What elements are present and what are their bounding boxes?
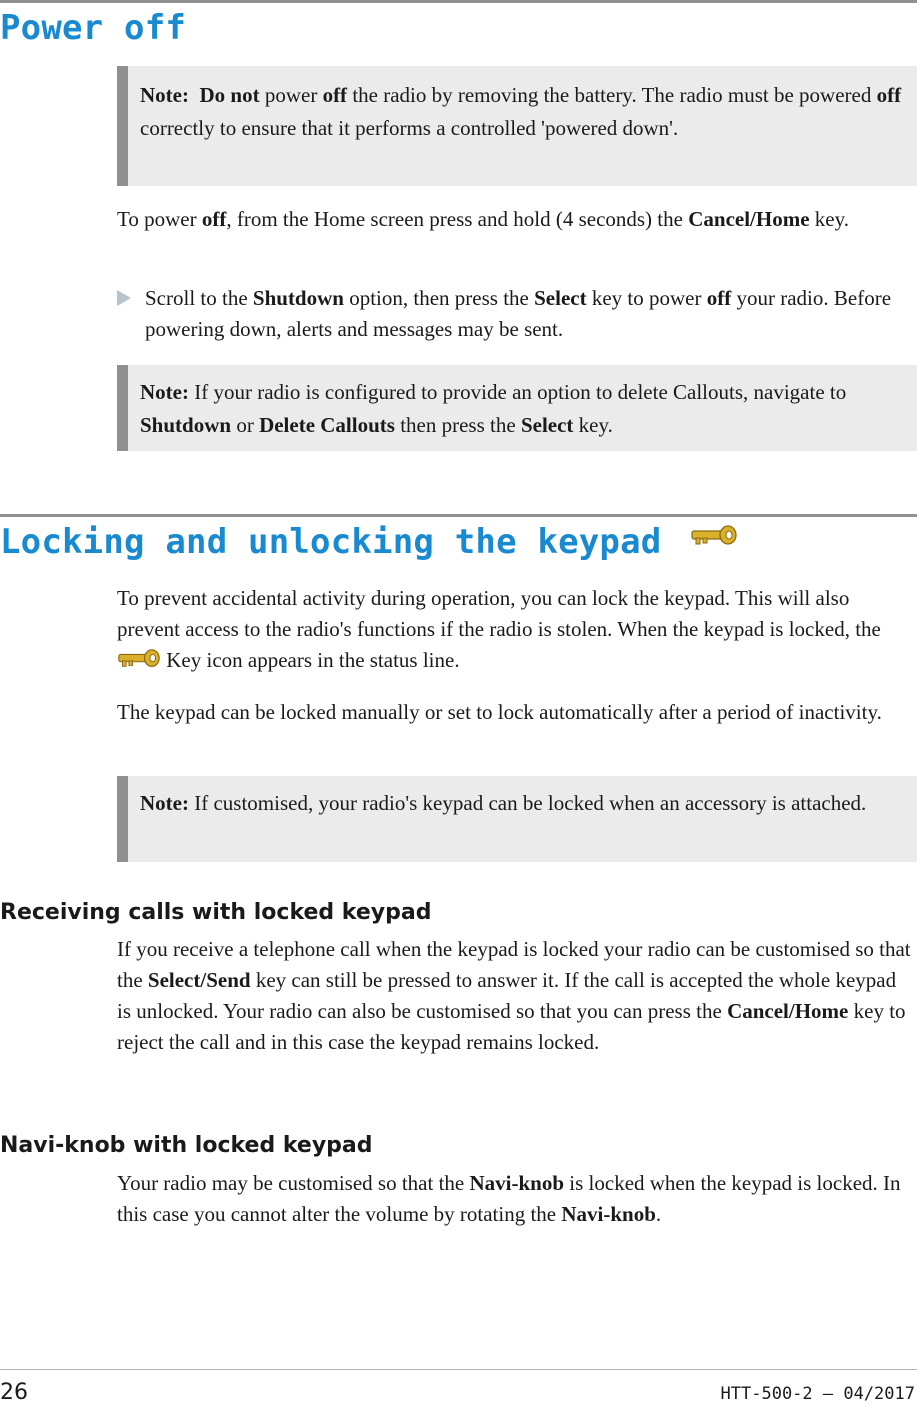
bold-term: off <box>201 207 227 231</box>
note-bold: Select <box>520 413 574 437</box>
note-text <box>140 376 907 442</box>
note-text-part: If your radio is configured to provide an option to delete Callouts, navigate to <box>188 380 847 404</box>
note-do-not-power-off <box>117 66 917 186</box>
note-bold: off <box>876 83 902 107</box>
page-number: 26 <box>0 1380 28 1405</box>
heading-power-off: Power off <box>0 8 187 48</box>
bold-term: Select/Send <box>147 968 251 992</box>
bold-term: Navi-knob <box>561 1202 656 1226</box>
text-part: your radio. Before powering down, alerts and messages may be sent. <box>145 286 892 341</box>
text-part: key to reject the call and in this case the keypad remains locked. <box>117 999 906 1054</box>
note-bold: Delete Callouts <box>259 413 395 437</box>
note-text-part: then press the <box>394 413 521 437</box>
heading-text: Locking and unlocking the keypad <box>0 522 662 562</box>
text-part: key can still be pressed to answer it. If the call is accepted the whole keypad is unlocked. Your radio can also be customised so that you can press the <box>117 968 897 1023</box>
note-bold: off <box>322 83 348 107</box>
para-keypad-lock-intro <box>117 583 915 676</box>
heading-locking-keypad <box>0 522 738 562</box>
text-part: , from the Home screen press and hold (4 seconds) the <box>226 207 689 231</box>
bullet-shutdown-step <box>145 283 915 345</box>
text-part: Scroll to the <box>145 286 253 310</box>
bullet-arrow-icon <box>117 290 131 306</box>
heading-receiving-calls: Receiving calls with locked keypad <box>0 900 432 925</box>
note-text-part: or <box>231 413 260 437</box>
note-bold: Do not <box>199 83 260 107</box>
heading-navi-knob: Navi-knob with locked keypad <box>0 1133 373 1158</box>
note-delete-callouts <box>117 365 917 451</box>
text-part: To power <box>117 207 202 231</box>
note-bold: Shutdown <box>140 413 232 437</box>
para-keypad-auto-lock: The keypad can be locked manually or set to lock automatically after a period of inactivity. <box>117 700 882 724</box>
para-power-off-instructions <box>117 204 915 235</box>
bold-term: Cancel/Home <box>688 207 810 231</box>
text-part: Your radio may be customised so that the <box>117 1171 470 1195</box>
text-part: is locked when the keypad is locked. In this case you cannot alter the volume by rotating the <box>117 1171 901 1226</box>
note-text <box>140 787 907 820</box>
bold-term: Cancel/Home <box>727 999 849 1023</box>
bold-term: Shutdown <box>252 286 344 310</box>
text-part: . <box>655 1202 662 1226</box>
text-part: If you receive a telephone call when the keypad is locked your radio can be customised so that the <box>117 937 911 992</box>
note-text-part: key. <box>573 413 613 437</box>
text-part: Key icon appears in the status line. <box>161 648 460 672</box>
bold-term: Select <box>534 286 587 310</box>
note-accessory-lock <box>117 776 917 862</box>
note-label: Note: <box>140 791 189 815</box>
text-part: key to power <box>586 286 707 310</box>
para-navi-knob <box>117 1168 915 1230</box>
key-icon <box>690 523 738 549</box>
note-text-part: correctly to ensure that it performs a controlled 'powered down'. <box>140 116 679 140</box>
bold-term: Navi-knob <box>469 1171 565 1195</box>
text-part: To prevent accidental activity during operation, you can lock the keypad. This will also prevent access to the radio's functions if the radio is stolen. When the keypad is locked, the <box>117 586 881 641</box>
note-label: Note: <box>140 380 189 404</box>
note-label: Note: <box>140 83 189 107</box>
bold-term: off <box>706 286 732 310</box>
note-text <box>140 79 907 145</box>
footer-rule <box>0 1369 917 1370</box>
section-rule-top <box>0 0 917 3</box>
text-part: option, then press the <box>343 286 535 310</box>
section-rule-top <box>0 514 917 517</box>
para-receiving-calls <box>117 934 915 1058</box>
note-text-part: the radio by removing the battery. The radio must be powered <box>347 83 877 107</box>
note-text-part: power <box>259 83 323 107</box>
text-part: key. <box>809 207 849 231</box>
document-id: HTT-500-2 – 04/2017 <box>720 1384 915 1404</box>
key-icon <box>117 647 161 671</box>
note-text-part: If customised, your radio's keypad can be locked when an accessory is attached. <box>188 791 867 815</box>
